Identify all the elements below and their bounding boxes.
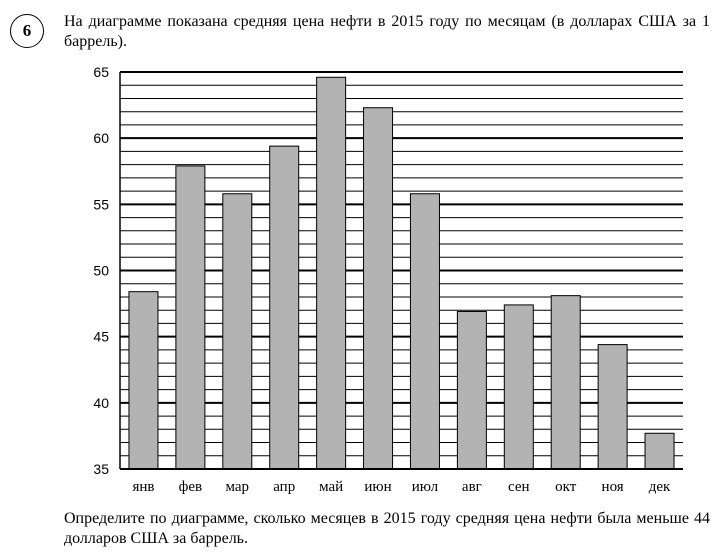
y-tick-label: 55 — [93, 196, 109, 213]
task-text: На диаграмме показана средняя цена нефти в 2015 году по месяцам (в долларах США за 1 баррель). — [64, 13, 710, 50]
y-tick-label: 50 — [93, 262, 109, 279]
bar — [176, 166, 205, 469]
x-tick-label: апр — [273, 479, 296, 495]
chart-bars — [129, 77, 674, 469]
x-tick-label: июл — [411, 479, 439, 495]
bar — [410, 194, 439, 469]
bar — [598, 345, 627, 469]
bar — [129, 292, 158, 469]
task-number: 6 — [22, 21, 32, 40]
y-tick-label: 60 — [93, 130, 109, 147]
bar — [504, 305, 533, 469]
bar — [223, 194, 252, 469]
x-tick-label: дек — [648, 479, 671, 495]
bar — [551, 296, 580, 469]
x-tick-label: ноя — [601, 479, 624, 495]
x-tick-label: окт — [555, 479, 577, 495]
y-tick-label: 35 — [93, 461, 109, 477]
y-tick-label: 40 — [93, 394, 109, 411]
task-question: Определите по диаграмме, сколько месяцев в 2015 году средняя цена нефти была меньше 44 долларов США за баррель. — [64, 510, 710, 547]
y-tick-labels — [93, 64, 109, 477]
y-tick-label: 65 — [93, 64, 109, 80]
x-tick-label: сен — [508, 479, 530, 495]
x-tick-label: авг — [461, 479, 482, 495]
x-tick-label: фев — [178, 479, 203, 495]
x-tick-label: мар — [225, 479, 250, 495]
bar — [270, 146, 299, 469]
y-tick-label: 45 — [93, 328, 109, 345]
bar — [364, 108, 393, 469]
x-tick-label: июн — [364, 479, 392, 495]
x-tick-label: янв — [132, 479, 155, 495]
x-tick-label: май — [319, 479, 344, 495]
bar — [645, 433, 674, 469]
bar — [317, 77, 346, 469]
x-tick-labels — [132, 479, 671, 495]
bar — [457, 312, 486, 469]
